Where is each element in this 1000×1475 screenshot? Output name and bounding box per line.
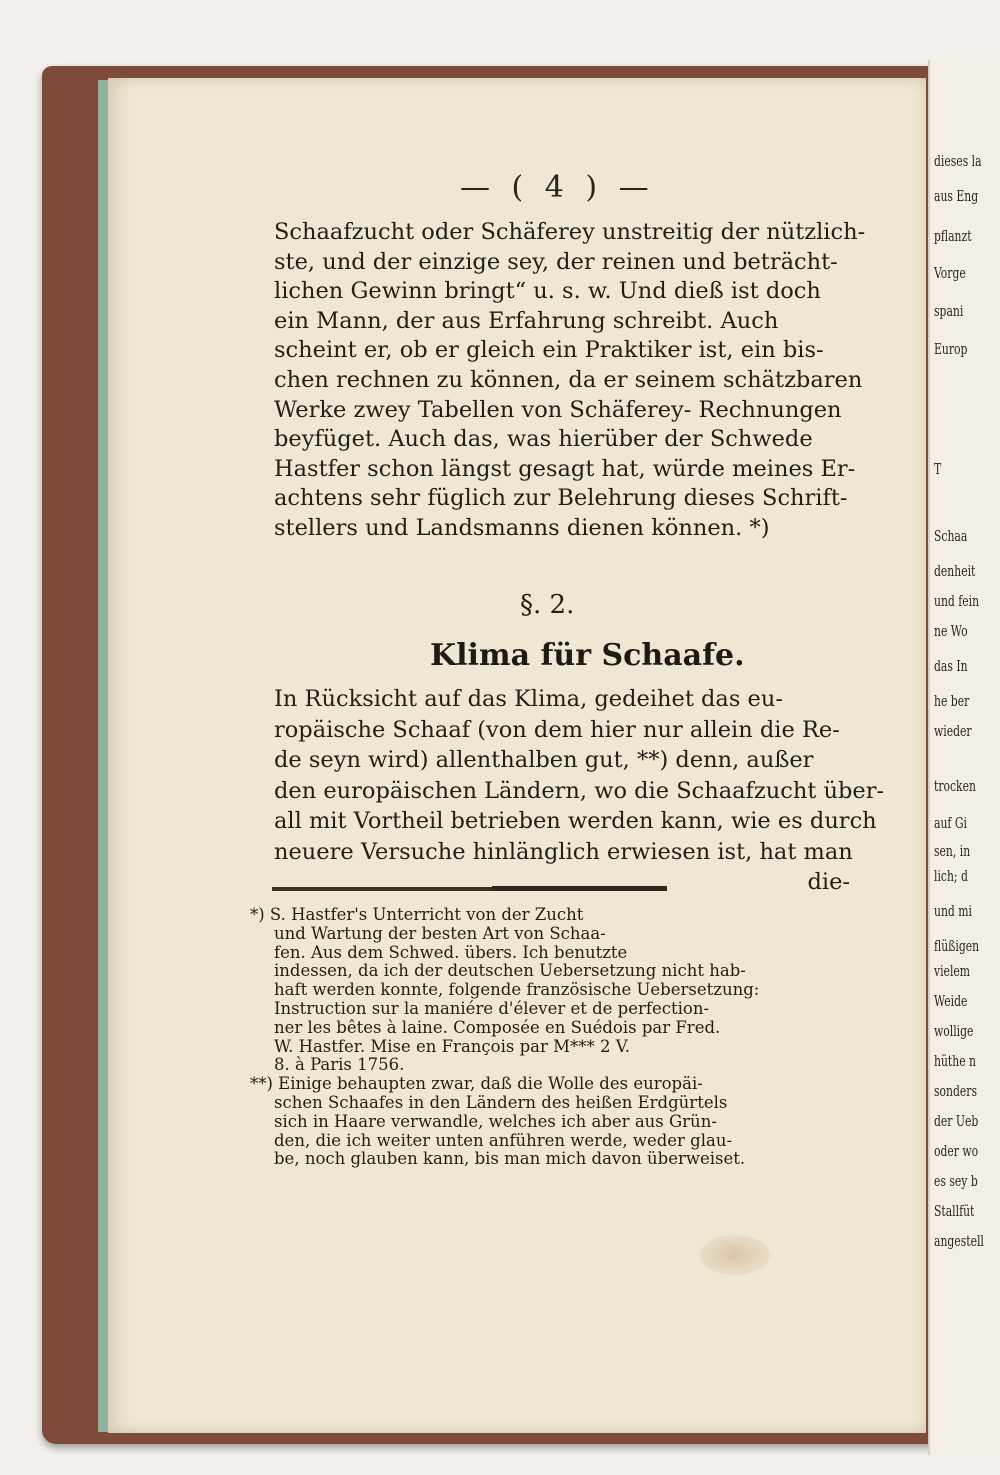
adjacent-page-fragment: Stallfüt bbox=[934, 1202, 975, 1220]
footnote-line: W. Hastfer. Mise en François par M*** 2 V. bbox=[274, 1037, 631, 1056]
adjacent-page-fragment: T bbox=[934, 460, 942, 478]
adjacent-page-fragment: und mi bbox=[934, 902, 972, 920]
adjacent-page-fragment: he ber bbox=[934, 692, 970, 710]
footnote-line: 8. à Paris 1756. bbox=[274, 1056, 405, 1075]
footnote-line: schen Schaafes in den Ländern des heißen Erdgürtels bbox=[274, 1093, 728, 1112]
text-line: neuere Versuche hinlänglich erwiesen ist, hat man bbox=[274, 838, 853, 865]
footnote-line: fen. Aus dem Schwed. übers. Ich benutzte bbox=[274, 943, 628, 962]
endpaper-edge bbox=[98, 80, 108, 1432]
paper-stain bbox=[700, 1235, 770, 1275]
adjacent-page-fragment: ne Wo bbox=[934, 622, 968, 640]
text-line: Werke zwey Tabellen von Schäferey- Rechnungen bbox=[274, 396, 842, 423]
footnote-rule-thick bbox=[492, 886, 667, 891]
adjacent-page-fragment: Weide bbox=[934, 992, 968, 1010]
page-number: — ( 4 ) — bbox=[460, 170, 655, 205]
footnotes bbox=[250, 906, 880, 1169]
adjacent-page-fragment: spani bbox=[934, 302, 964, 320]
adjacent-page-fragment: oder wo bbox=[934, 1142, 979, 1160]
footnote-line: Instruction sur la maniére d'élever et de perfection- bbox=[274, 999, 710, 1018]
adjacent-page-fragment: der Ueb bbox=[934, 1112, 979, 1130]
footnote-line: sich in Haare verwandle, welches ich aber aus Grün- bbox=[274, 1112, 717, 1131]
adjacent-page-fragment: Europ bbox=[934, 340, 968, 358]
footnote-line: ner les bêtes à laine. Composée en Suédois par Fred. bbox=[274, 1018, 721, 1037]
adjacent-page-fragment: das In bbox=[934, 657, 968, 675]
adjacent-page-fragment: trocken bbox=[934, 777, 976, 795]
adjacent-page-fragment: Vorge bbox=[934, 264, 966, 282]
section-heading: Klima für Schaafe. bbox=[430, 638, 745, 673]
adjacent-page-fragment: wieder bbox=[934, 722, 972, 740]
footnote-line: indessen, da ich der deutschen Uebersetzung nicht hab- bbox=[274, 962, 746, 981]
text-line: den europäischen Ländern, wo die Schaafzucht über- bbox=[274, 777, 884, 804]
body-paragraph-2 bbox=[274, 684, 884, 898]
adjacent-page-fragment: hüthe n bbox=[934, 1052, 976, 1070]
adjacent-page-fragment: es sey b bbox=[934, 1172, 978, 1190]
adjacent-page-fragment: dieses la bbox=[934, 152, 982, 170]
adjacent-page-fragment: sen, in bbox=[934, 842, 971, 860]
section-number: §. 2. bbox=[520, 590, 575, 620]
text-line: beyfüget. Auch das, was hierüber der Schwede bbox=[274, 426, 813, 453]
text-line: In Rücksicht auf das Klima, gedeihet das eu- bbox=[274, 686, 783, 712]
body-paragraph-1 bbox=[274, 218, 878, 544]
adjacent-page bbox=[928, 60, 1000, 1455]
adjacent-page-fragment: vielem bbox=[934, 962, 971, 980]
adjacent-page-fragment: pflanzt bbox=[934, 227, 972, 245]
footnote-line: den, die ich weiter unten anführen werde, weder glau- bbox=[274, 1131, 733, 1150]
text-line: lichen Gewinn bringt“ u. s. w. Und dieß ist doch bbox=[274, 278, 821, 305]
text-line: scheint er, ob er gleich ein Praktiker ist, ein bis- bbox=[274, 337, 824, 364]
text-line: Schaafzucht oder Schäferey unstreitig der nützlich- bbox=[274, 219, 866, 245]
text-line: all mit Vortheil betrieben werden kann, wie es durch bbox=[274, 808, 877, 834]
text-line: ein Mann, der aus Erfahrung schreibt. Auch bbox=[274, 307, 779, 334]
text-line: de seyn wird) allenthalben gut, **) denn, außer bbox=[274, 747, 814, 773]
text-line: ropäische Schaaf (von dem hier nur allein die Re- bbox=[274, 716, 840, 743]
text-line: chen rechnen zu können, da er seinem schätzbaren bbox=[274, 366, 863, 393]
adjacent-page-fragment: wollige bbox=[934, 1022, 974, 1040]
footnote-line: be, noch glauben kann, bis man mich davon überweiset. bbox=[274, 1150, 746, 1169]
adjacent-page-fragment: Schaa bbox=[934, 527, 968, 545]
footnote-line: **) Einige behaupten zwar, daß die Wolle des europäi- bbox=[250, 1075, 703, 1094]
adjacent-page-fragment: flüßigen bbox=[934, 937, 980, 955]
footnote-line: *) S. Hastfer's Unterricht von der Zucht bbox=[250, 906, 584, 924]
adjacent-page-fragment: denheit bbox=[934, 562, 976, 580]
footnote-line: haft werden konnte, folgende französische Uebersetzung: bbox=[274, 981, 760, 1000]
text-line: Hastfer schon längst gesagt hat, würde meines Er- bbox=[274, 455, 856, 482]
catchword: die- bbox=[807, 869, 850, 895]
adjacent-page-fragment: angestell bbox=[934, 1232, 984, 1250]
adjacent-page-fragment: aus Eng bbox=[934, 187, 979, 205]
adjacent-page-fragment: auf Gi bbox=[934, 814, 967, 832]
footnote-line: und Wartung der besten Art von Schaa- bbox=[274, 924, 606, 943]
text-line: ste, und der einzige sey, der reinen und beträcht- bbox=[274, 248, 838, 275]
adjacent-page-fragment: und fein bbox=[934, 592, 980, 610]
text-line: stellers und Landsmanns dienen können. *) bbox=[274, 514, 770, 541]
text-line: achtens sehr füglich zur Belehrung dieses Schrift- bbox=[274, 485, 848, 512]
adjacent-page-fragment: sonders bbox=[934, 1082, 978, 1100]
adjacent-page-fragment: lich; d bbox=[934, 867, 968, 885]
